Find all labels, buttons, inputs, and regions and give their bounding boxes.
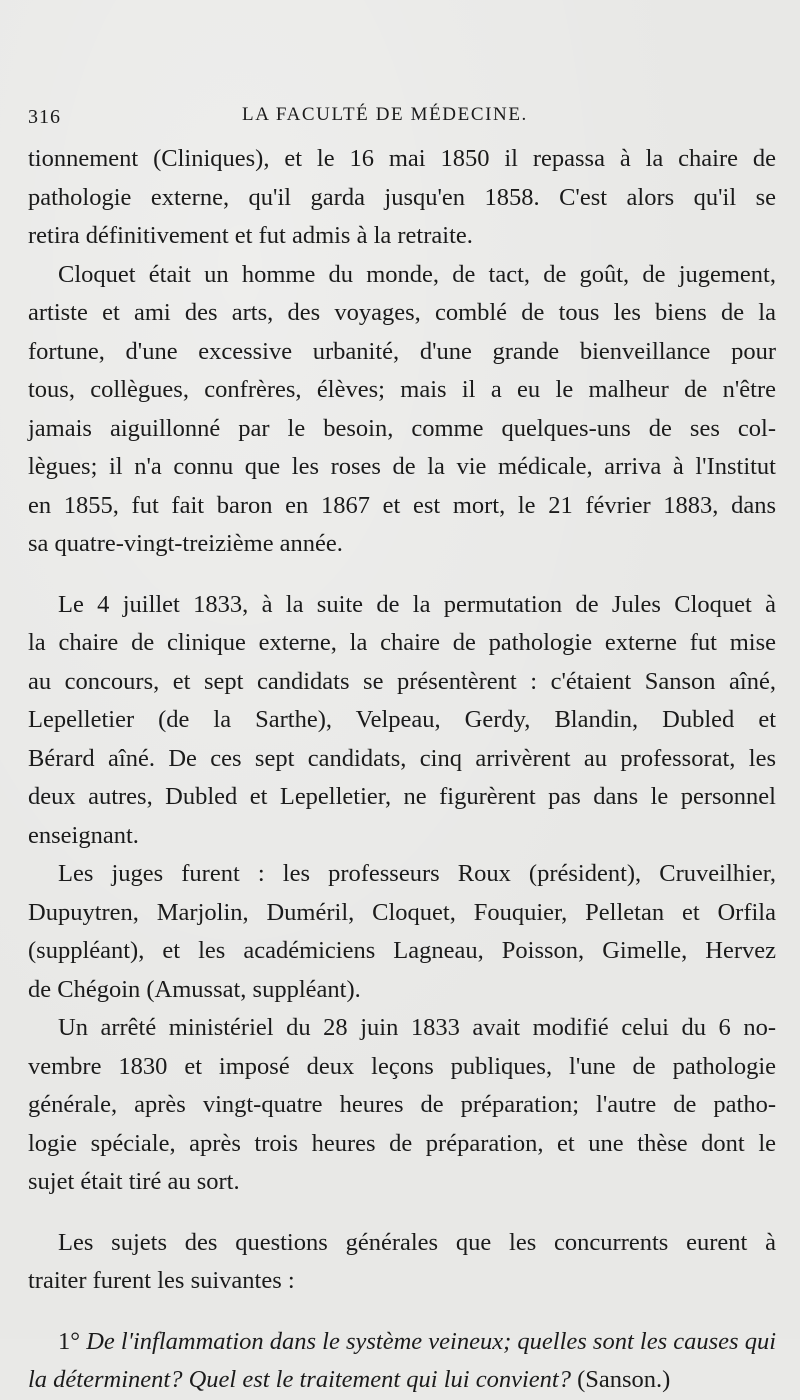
- text-line: Bérard aîné. De ces sept candidats, cinq arrivèrent au professorat, les: [28, 744, 776, 772]
- paragraph: [28, 1224, 776, 1301]
- paragraph: [28, 586, 776, 856]
- text-line: Dupuytren, Marjolin, Duméril, Cloquet, Fouquier, Pelletan et Orfila: [28, 898, 776, 926]
- paragraph: [28, 256, 776, 564]
- text-line: fortune, d'une excessive urbanité, d'une grande bienveillance pour: [28, 337, 776, 365]
- text-line: pathologie externe, qu'il garda jusqu'en 1858. C'est alors qu'il se: [28, 183, 776, 211]
- text-line: Les juges furent : les professeurs Roux (président), Cruveilhier,: [58, 860, 776, 887]
- section-gap: [28, 564, 776, 586]
- text-line: vembre 1830 et imposé deux leçons publiques, l'une de pathologie: [28, 1052, 776, 1080]
- question-text: De l'inflammation dans le système veineux; quelles sont les causes qui: [86, 1327, 777, 1355]
- candidate-name: (Sanson.): [577, 1366, 671, 1393]
- text-line: au concours, et sept candidats se présentèrent : c'étaient Sanson aîné,: [28, 667, 776, 695]
- text-line: Lepelletier (de la Sarthe), Velpeau, Gerdy, Blandin, Dubled et: [28, 706, 776, 733]
- body-text: [28, 140, 776, 1400]
- question-text: la déterminent? Quel est le traitement qui lui convient?: [28, 1366, 571, 1393]
- running-title: LA FACULTÉ DE MÉDECINE.: [242, 104, 528, 125]
- section-gap: [28, 1301, 776, 1323]
- question-item: [28, 1323, 776, 1400]
- text-line: (suppléant), et les académiciens Lagneau, Poisson, Gimelle, Hervez: [28, 937, 776, 964]
- paragraph: [28, 140, 776, 256]
- text-line: tionnement (Cliniques), et le 16 mai 1850 il repassa à la chaire de: [28, 145, 776, 172]
- text-line: Le 4 juillet 1833, à la suite de la permutation de Jules Cloquet à: [58, 590, 776, 618]
- question-line: [28, 1361, 776, 1400]
- text-line: enseignant.: [28, 821, 139, 849]
- text-line: la chaire de clinique externe, la chaire de pathologie externe fut mise: [28, 629, 776, 656]
- question-number: 1°: [58, 1327, 81, 1355]
- paragraph: [28, 855, 776, 1009]
- paragraph: [28, 1009, 776, 1202]
- page-header: [28, 100, 768, 134]
- text-line: générale, après vingt-quatre heures de préparation; l'autre de patho-: [28, 1091, 776, 1118]
- text-line: sa quatre-vingt-treizième année.: [28, 530, 343, 557]
- page-number: 316: [28, 106, 61, 128]
- text-line: sujet était tiré au sort.: [28, 1168, 240, 1195]
- text-line: de Chégoin (Amussat, suppléant).: [28, 975, 361, 1003]
- text-line: Les sujets des questions générales que les concurrents eurent à: [58, 1228, 776, 1256]
- text-line: deux autres, Dubled et Lepelletier, ne figurèrent pas dans le personnel: [28, 783, 776, 810]
- text-line: Un arrêté ministériel du 28 juin 1833 avait modifié celui du 6 no-: [58, 1014, 776, 1041]
- text-line: logie spéciale, après trois heures de préparation, et une thèse dont le: [28, 1129, 776, 1157]
- text-line: jamais aiguillonné par le besoin, comme quelques-uns de ses col-: [28, 414, 776, 442]
- text-line: lègues; il n'a connu que les roses de la vie médicale, arriva à l'Institut: [28, 453, 776, 480]
- text-line: tous, collègues, confrères, élèves; mais il a eu le malheur de n'être: [28, 376, 776, 403]
- text-line: traiter furent les suivantes :: [28, 1267, 295, 1294]
- text-line: retira définitivement et fut admis à la retraite.: [28, 222, 473, 249]
- text-line: artiste et ami des arts, des voyages, comblé de tous les biens de la: [28, 299, 776, 326]
- question-line: [28, 1323, 776, 1362]
- text-line: en 1855, fut fait baron en 1867 et est mort, le 21 février 1883, dans: [28, 491, 776, 519]
- section-gap: [28, 1202, 776, 1224]
- text-line: Cloquet était un homme du monde, de tact, de goût, de jugement,: [58, 260, 776, 288]
